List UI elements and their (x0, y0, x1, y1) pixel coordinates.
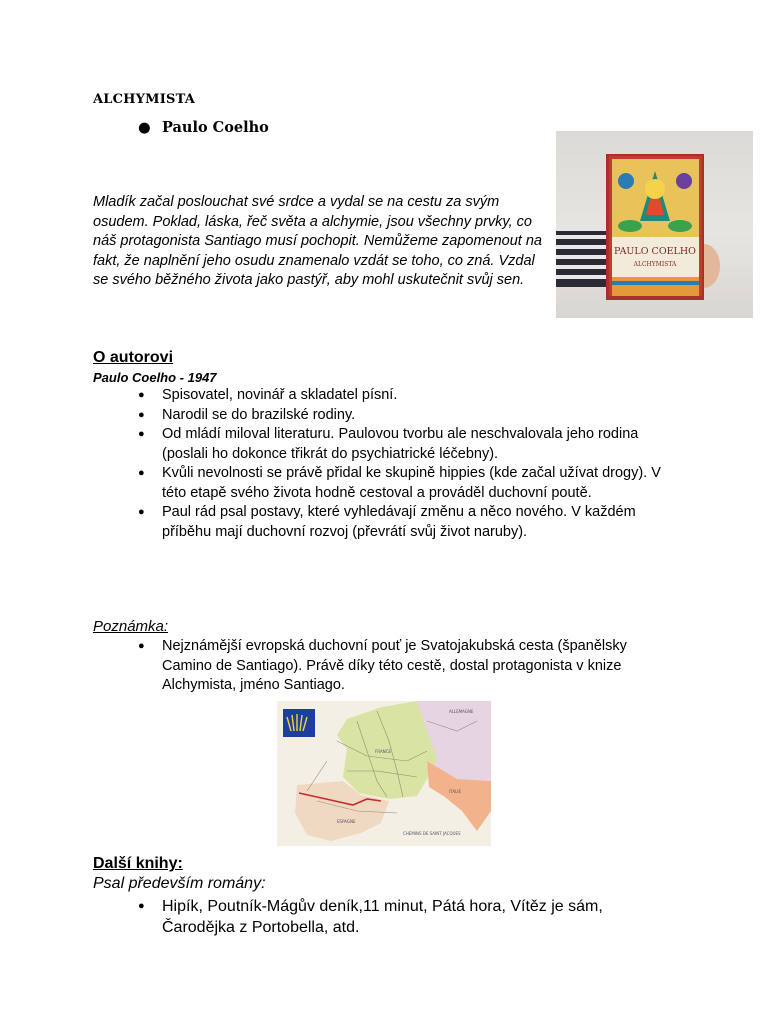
about-list (138, 386, 678, 542)
note-list (138, 637, 658, 696)
others-list (138, 896, 658, 938)
book-cover-author: PAULO COELHO (614, 246, 696, 257)
author-bullet (138, 119, 269, 136)
document-title: ALCHYMISTA (93, 92, 196, 107)
list-item: ● Nejznámější evropská duchovní pouť je Svatojakubská cesta (španělsky Camino de Santiago). Právě díky této cestě, dostal protagonista v knize Alchymista, jméno Santiago. (138, 637, 658, 696)
map-label-spain: ESPAGNE (337, 819, 356, 824)
about-subheading: Paulo Coelho - 1947 (93, 370, 217, 385)
about-heading: O autorovi (93, 349, 174, 366)
note-label: Poznámka: (93, 618, 169, 635)
list-item: ● Hipík, Poutník-Mágův deník,11 minut, Pátá hora, Vítěz je sám, Čarodějka z Portobella, atd. (138, 896, 658, 938)
others-subheading: Psal především romány: (93, 875, 266, 892)
map-caption: CHEMINS DE SAINT JACQUES (403, 831, 461, 836)
list-item: ● Od mládí miloval literaturu. Paulovou tvorbu ale neschvalovala jeho rodina (poslali ho dokonce třikrát do psychiatrické léčebny). (138, 425, 678, 464)
list-item: ● Paul rád psal postavy, které vyhledávají změnu a něco nového. V každém příběhu mají duchovní rozvoj (převrátí svůj život naruby). (138, 503, 678, 542)
book-photo-illustration (556, 131, 753, 318)
list-item: ● Spisovatel, novinář a skladatel písní. (138, 386, 678, 406)
book-cover-title: ALCHYMISTA (633, 261, 677, 268)
bullet-glyph: ● (138, 119, 151, 136)
author-name: Paulo Coelho (162, 119, 269, 136)
list-item: ● Kvůli nevolnosti se právě přidal ke skupině hippies (kde začal užívat drogy). V této etapě svého života hodně cestoval a prováděl duchovní poutě. (138, 464, 678, 503)
list-item: ● Narodil se do brazilské rodiny. (138, 406, 678, 426)
others-heading: Další knihy: (93, 855, 183, 872)
book-photo (556, 131, 753, 318)
map-label-italy: ITALIE (449, 789, 461, 794)
book (606, 154, 704, 300)
map-label-germany: ALLEMAGNE (449, 709, 474, 714)
camino-map (277, 701, 491, 846)
intro-paragraph: Mladík začal poslouchat své srdce a vydal se na cestu za svým osudem. Poklad, láska, řeč světa a alchymie, jsou všechny prvky, co náš protagonista Santiago musí pochopit. Nemůžeme zapomenout na fakt, že naplnění jeho osudu znamenalo vzdát se toho, co zná. Vzdal se svého běžného života jako pastýř, aby mohl uskutečnit svůj sen. (93, 194, 542, 289)
camino-map-illustration (277, 701, 491, 846)
map-label-france: FRANCE (375, 749, 391, 754)
